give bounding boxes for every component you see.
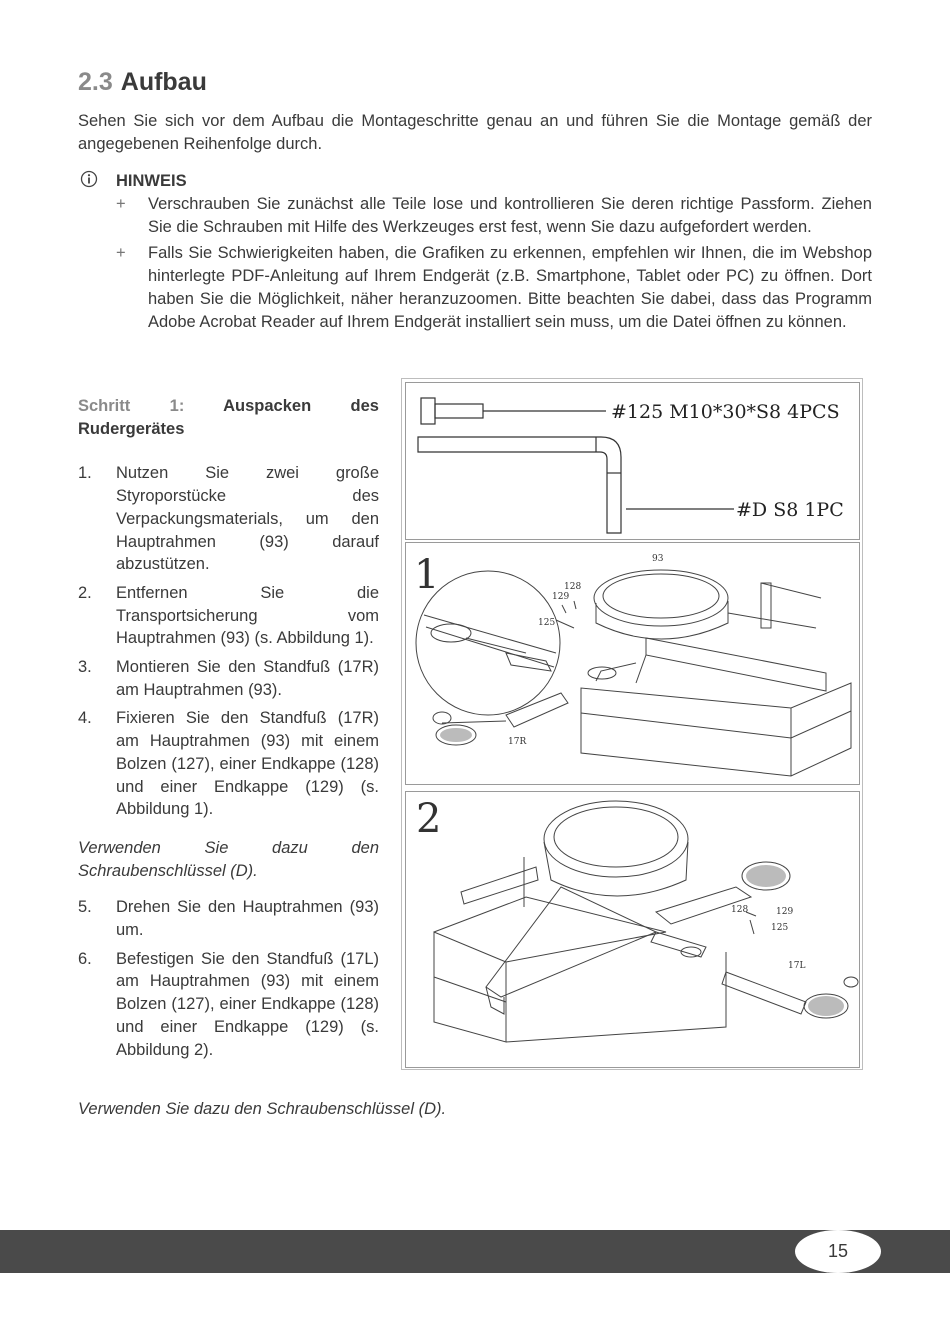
list-item bbox=[78, 656, 379, 701]
page-number: 15 bbox=[795, 1230, 881, 1273]
figure-panel bbox=[401, 378, 863, 1070]
step-list-2 bbox=[78, 896, 379, 1061]
step-label: Schritt 1: bbox=[78, 397, 185, 415]
item-number: 2. bbox=[78, 583, 92, 602]
assembly-figure-1 bbox=[405, 542, 860, 785]
wrench-label: #D S8 1PC bbox=[736, 499, 844, 521]
label-17R: 17R bbox=[508, 737, 527, 747]
rower-drawing-1 bbox=[416, 570, 851, 776]
label-129: 129 bbox=[776, 907, 794, 917]
foot-pad-pattern bbox=[746, 865, 844, 1016]
parts-figure bbox=[405, 382, 860, 540]
tool-note: Verwenden Sie dazu den Schraubenschlüssel (D). bbox=[78, 838, 379, 880]
step-instructions bbox=[78, 395, 379, 1067]
bolt-icon bbox=[421, 398, 606, 424]
item-text: Montieren Sie den Standfuß (17R) am Hauptrahmen (93). bbox=[116, 658, 379, 699]
hint-box bbox=[78, 170, 872, 334]
item-text: Nutzen Sie zwei große Styroporstücke des Verpackungsmaterials, um den Hauptrahmen (93) darauf abzustützen. bbox=[116, 464, 379, 574]
label-129: 129 bbox=[552, 592, 570, 602]
info-icon bbox=[80, 170, 98, 193]
step-title bbox=[78, 395, 379, 440]
step-title-line bbox=[78, 395, 379, 418]
section-title: Aufbau bbox=[120, 68, 207, 96]
label-125: 125 bbox=[771, 923, 789, 933]
item-number: 4. bbox=[78, 709, 92, 728]
item-text: Drehen Sie den Hauptrahmen (93) um. bbox=[116, 898, 379, 940]
allen-key-icon bbox=[418, 437, 734, 533]
label-125: 125 bbox=[538, 618, 556, 628]
figure-number: 1 bbox=[414, 552, 440, 598]
label-17L: 17L bbox=[788, 961, 806, 971]
section-number: 2.3 bbox=[78, 68, 113, 96]
list-item bbox=[78, 948, 379, 1062]
step-title-text: Auspacken des bbox=[223, 397, 379, 415]
hint-label: HINWEIS bbox=[116, 171, 187, 190]
plus-icon: + bbox=[116, 244, 126, 262]
plus-icon: + bbox=[116, 195, 126, 213]
list-item bbox=[78, 462, 379, 576]
label-128: 128 bbox=[564, 582, 582, 592]
hint-heading bbox=[78, 170, 872, 192]
tool-note-2: Verwenden Sie dazu den Schraubenschlüssel (D). bbox=[78, 1100, 447, 1118]
rower-drawing-2 bbox=[434, 801, 858, 1042]
item-text: Fixieren Sie den Standfuß (17R) am Hauptrahmen (93) mit einem Bolzen (127), einer Endkappe (128) und einer Endkappe (129) (s. Abbildung 1). bbox=[116, 709, 379, 819]
label-128: 128 bbox=[731, 905, 749, 915]
hint-item bbox=[78, 242, 872, 334]
item-number: 1. bbox=[78, 464, 92, 483]
section-heading bbox=[78, 68, 207, 97]
list-item bbox=[78, 896, 379, 941]
list-item bbox=[78, 582, 379, 650]
hint-item-text: Falls Sie Schwierigkeiten haben, die Grafiken zu erkennen, empfehlen wir Ihnen, die im Webshop hinterlegte PDF-Anleitung auf Ihrem Endgerät (z.B. Smartphone, Tablet oder PC) zu öffnen. Dort haben Sie die Möglichkeit, näher heranzuzoomen. Bitte beachten Sie dabei, dass das Programm Adobe Acrobat Reader auf Ihrem Endgerät installiert sein muss, um die Datei öffnen zu können. bbox=[148, 244, 872, 331]
hint-item-text: Verschrauben Sie zunächst alle Teile lose und kontrollieren Sie deren richtige Passform. Ziehen Sie die Schrauben mit Hilfe des Werkzeuges erst fest, wenn Sie dazu aufgefordert werden. bbox=[148, 195, 872, 236]
figure-number: 2 bbox=[416, 796, 442, 842]
item-text: Entfernen Sie die Transportsicherung vom Hauptrahmen (93) (s. Abbildung 1). bbox=[116, 583, 379, 648]
intro-paragraph: Sehen Sie sich vor dem Aufbau die Montageschritte genau an und führen Sie die Montage gemäß der angegebenen Reihenfolge durch. bbox=[78, 112, 872, 153]
flywheel-housing bbox=[544, 801, 688, 877]
assembly-figure-2 bbox=[405, 791, 860, 1068]
hint-item bbox=[78, 193, 872, 239]
label-93: 93 bbox=[652, 554, 664, 564]
item-number: 6. bbox=[78, 949, 92, 968]
item-number: 3. bbox=[78, 658, 92, 677]
item-text: Befestigen Sie den Standfuß (17L) am Hauptrahmen (93) mit einem Bolzen (127), einer Endkappe (128) und einer Endkappe (129) (s. Abbildung 2). bbox=[116, 949, 379, 1059]
list-item bbox=[78, 707, 379, 821]
step-list bbox=[78, 462, 379, 821]
item-number: 5. bbox=[78, 898, 92, 917]
bolt-label: #125 M10*30*S8 4PCS bbox=[611, 401, 840, 423]
step-title-line2: Rudergerätes bbox=[78, 419, 185, 438]
foot-pad-pattern bbox=[440, 728, 472, 742]
